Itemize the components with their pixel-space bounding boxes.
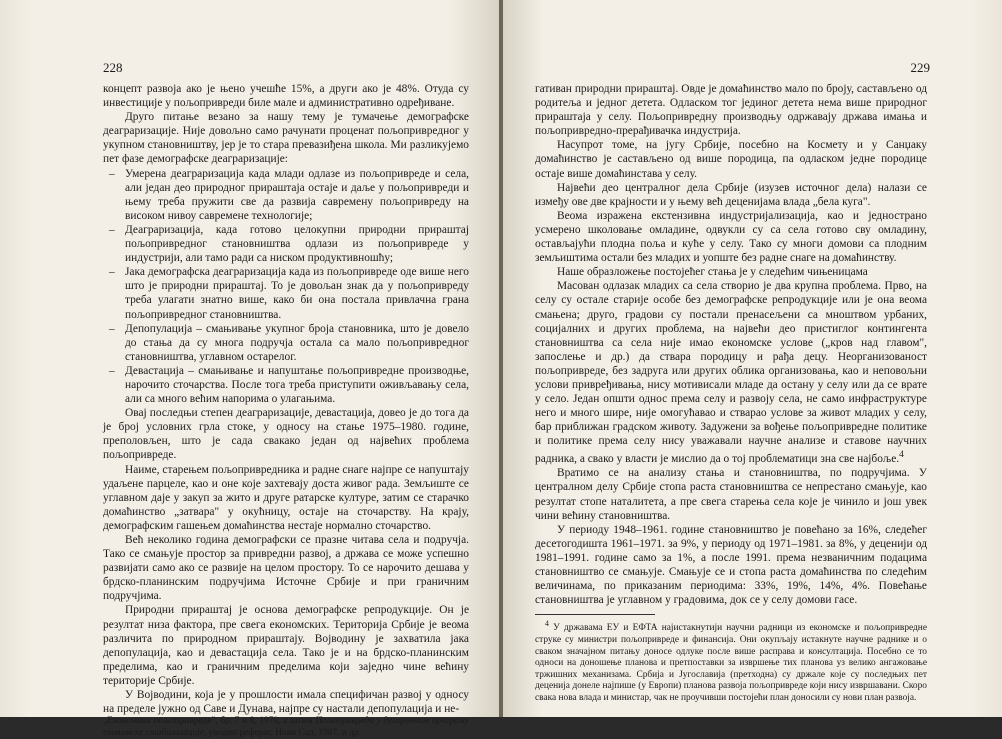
footnote-lead: „Економика пољопривреде", бр. 7 и 8, 1970, а затим bbox=[103, 716, 316, 727]
left-page bbox=[0, 0, 499, 738]
footnote-tail: уводни реферат, Нови Сад, 1987. и др. bbox=[206, 727, 361, 738]
right-footnote bbox=[535, 618, 927, 704]
paragraph: У периоду 1948–1961. године становништво је повећано за 16%, следећег десетогодишта 1961–1971. за 9%, у периоду од 1971–1981. за 8%, у деценији од 1981–1991. године само за 1%, а после 1991. према незваничним подацима становништво се смањује. Смањује се и стопа раста домаћинства по следећим величинама, по приказаним периодима: 33%, 19%, 14%, 4%. Повећање становништва је углавном у градовима, док се у селу домови гасе. bbox=[535, 523, 927, 607]
list-item: – Деаграризација, када готово целокупни природни прираштај пољопривредног становништва одлази из пољопривреде у индустрији, али тамо ради са ниском продуктивношћу; bbox=[103, 223, 469, 265]
right-page bbox=[503, 0, 1002, 717]
phases-list bbox=[103, 167, 469, 407]
right-page-body bbox=[535, 82, 927, 705]
paragraph: концепт развоја ако је њено учешће 15%, а други ако је 48%. Отуда су инвестиције у пољопривреди биле мале и административно одређиване. bbox=[103, 83, 469, 110]
paragraph: У Војводини, која је у прошлости имала специфичан развој у односу на пределе јужно од Саве и Дунава, најпре су настали депопулација и не- bbox=[103, 689, 469, 716]
footnote-title: Пољопривреда у дугорочном програму економске стабилизације, bbox=[103, 716, 469, 738]
list-item: – Умерена деаграризација када млади одлазе из пољопривреде и села, али један део природног прираштаја остаје и даље у пољопривреди и њему треба пружити све да развија савремену пољопривреду на високом нивоу савремене технологије; bbox=[103, 167, 469, 223]
paragraph: Насупрот томе, на југу Србије, посебно на Космету и у Санџаку домаћинство је састављено од више породица, па одласком једне породице остаје више домаћинстава у селу. bbox=[535, 139, 927, 180]
paragraph: Овај последњи степен деаграризације, девастација, довео је до тога да је број условних грла стоке, у односу на стање 1975–1980. године, преполовљен, што је сада свакако један од највећих проблема пољопривреде. bbox=[103, 407, 469, 462]
right-page-number: 229 bbox=[910, 60, 930, 75]
paragraph bbox=[535, 279, 927, 466]
paragraph-text: Масован одлазак младих са села створио је два крупна проблема. Прво, на селу су остале старије особе без демографске репродукције или је она веома смањена; друго, градови су постали пренасељени са мноштвом урбаних, социјалних и других проблема, на највећи део пристиглог контингента становништва са села није имао економске услове („кров над главом", запослење и др.) да ствара породицу и рађа децу. Неорганизованост пољопривреде, без задруга или других облика организовања, као и неповољни услови привређивања, нису мотивисали младе да остану у селу или да се врате у село. Један општи однос према селу и развоју села, не само инфраструктуре него и много шире, није омогућавао и стварао услове за живот младих у селу, бар приближан градском животу. Задужени за вођење пољопривредне политике и политике према селу нису уважавали научне анализе и ставове научних радника, а свако у власти је мислио да о тој проблематици зна све најбоље. bbox=[535, 280, 927, 466]
left-footnote bbox=[103, 716, 469, 739]
paragraph: Највећи део централног дела Србије (изузев источног дела) налази се између ове две крајности и у њему већ деценијама влада „бела куга". bbox=[535, 181, 927, 208]
list-item: – Девастација – смањивање и напуштање пољопривредне производње, нарочито сточарства. После тога треба приступити оживљавању села, али са много већим напорима о улагањима. bbox=[103, 364, 469, 406]
list-item: – Депопулација – смањивање укупног броја становника, што је довело до стања да су многа подручја остала са мало пољопривредног становништва, углавном остарелог. bbox=[103, 322, 469, 364]
paragraph: Веома изражена екстензивна индустријализација, као и једнострано усмерено школовање омладине, одвукли су са села готово сву омладину, остављајући плодна поља и куће у селу. Тако су многи домови са плодним земљиштима остали без младих и уопште без радне снаге на домаћинству. bbox=[535, 209, 927, 265]
paragraph: гативан природни прираштај. Овде је домаћинство мало по броју, састављено од родитеља и једног детета. Одласком тог јединог детета нема више природног прираштаја у селу. Пољопривредну производњу одржавају држава имања и пољопривредно-прерађивачка индустрија. bbox=[535, 83, 927, 138]
footnote-divider bbox=[535, 614, 655, 615]
paragraph: Наиме, старењем пољопривредника и радне снаге најпре се напуштају удаљене парцеле, као и оне које захтевају доста живог рада. Земљиште се углавном даје у закуп за жито и друге ратарске културе, затим се старачко домаћинство „затвара" у окућницу, остаје на сточарству. На крају, демографским гашењем домаћинства нестаје нормално сточарство. bbox=[103, 463, 469, 532]
footnote-text: У државама ЕУ и ЕФТА најистакнутији научни радници из економске и пољопривредне струке су министри пољопривреде и финансија. Они окупљају истакнуте научне раднике и о сваком значајном питању доносе одлуке после више расправа и консултација. Посебно се то односи на доношење планова и претпоставки за извршење тих планова уз велико ангажовање тржишних механизама. Србија и Југославија (претходна) су држале које су последњих пет деценија донеле најпише (у Европи) планова развоја пољопривреде који нису извршавани. Скоро свака нова влада и министар, чак не проучивши постојећи план доносили су нови план развоја. bbox=[535, 623, 927, 703]
paragraph: Наше образложење постојећег стања је у следећим чињеницама bbox=[557, 266, 868, 279]
paragraph: Већ неколико година демографски се празне читава села и подручја. Тако се смањује простор за привредни развој, а држава се може успешно развијати само ако се развије на целом простору. То се нарочито дешава у брдско-планинским подручјима Источне Србије и при граничним подручјима. bbox=[103, 534, 469, 603]
footnote-mark: 4 bbox=[545, 619, 549, 629]
paragraph: Природни прираштај је основа демографске репродукције. Он је резултат низа фактора, пре свега економских. Територија Србије је веома различита по природном прираштају. Војводину је захватила јака депопулација, као и девастација села. Тако је и на брдско-планинским пределима, као и граничним пределима који заједно чине већину територије Србије. bbox=[103, 604, 469, 687]
paragraph: Друго питање везано за нашу тему је тумачење демографске деаграризације. Није довољно само рачунати проценат пољопривредног у укупном становништву, јер је то стара превазиђена школа. Ми разликујемо пет фазе демографске деаграризације: bbox=[103, 111, 469, 166]
list-item: – Јака демографска деаграризација када из пољопривреде оде више него што је природни прираштај. То је довољан знак да у пољопривреду треба улагати знатно више, како би она постала привлачна грана пољопривредног становништва. bbox=[103, 265, 469, 321]
paragraph: Вратимо се на анализу стања и становништва, по подручјима. У централном делу Србије стопа раста становништва се непрестано смањује, као резултат стопе наталитета, а пре свега старења села које је чинило и још увек чини већину становништва. bbox=[535, 467, 927, 522]
footnote-ref: 4 bbox=[899, 450, 904, 461]
left-page-body bbox=[103, 82, 469, 739]
left-page-number: 228 bbox=[103, 60, 123, 75]
